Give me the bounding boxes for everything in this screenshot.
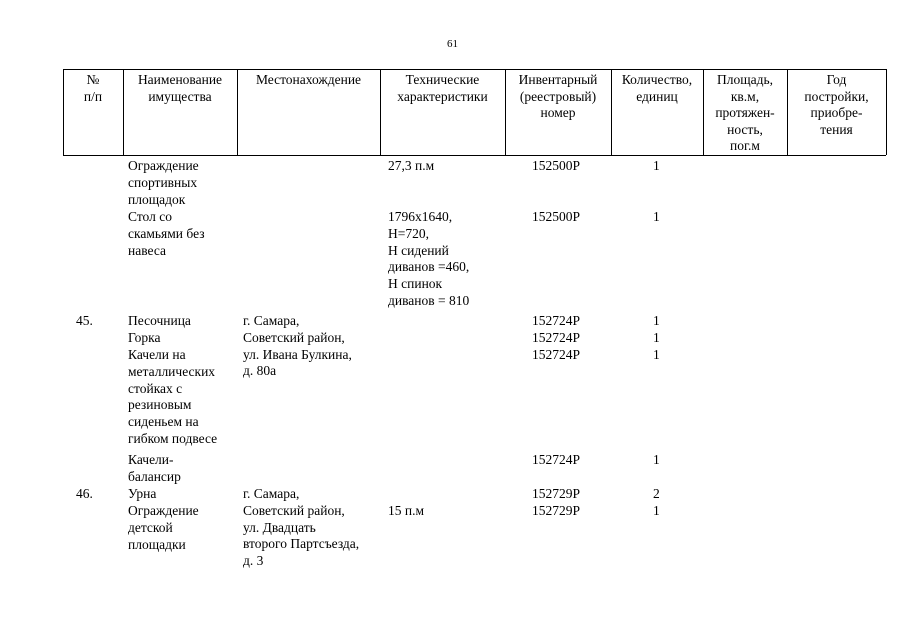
row-inventory: 152500Р [532,209,581,224]
row-inventory: 152729Р [532,503,581,518]
page-number: 61 [447,38,458,50]
header-location: Местонахождение [255,72,362,87]
header-top-border [63,69,886,70]
row-name: Стол со скамьями без навеса [128,209,205,258]
header-col-border [886,69,887,155]
row-name: Песочница [128,313,191,328]
row-name: Ограждение детской площадки [128,503,199,552]
row-quantity: 1 [653,503,660,518]
row-quantity: 1 [653,313,660,328]
header-name: Наименование имущества [137,72,223,104]
row-location: г. Самара, Советский район, ул. Ивана Булкина, д. 80а [243,313,352,379]
row-inventory: 152724Р [532,452,581,467]
header-bottom-border [63,155,886,156]
row-quantity: 1 [653,347,660,362]
header-number: № п/п [83,72,103,104]
row-inventory: 152724Р [532,313,581,328]
row-quantity: 1 [653,330,660,345]
row-location: г. Самара, Советский район, ул. Двадцать второго Партсъезда, д. 3 [243,486,360,569]
header-tech: Технические характеристики [397,72,488,104]
row-number: 46. [76,486,93,501]
row-quantity: 1 [653,209,660,224]
row-tech: 1796х1640, Н=720, Н сидений диванов =460, Н спинок диванов = 810 [388,209,470,308]
header-quantity: Количество, единиц [621,72,693,104]
row-name: Качели- балансир [128,452,181,484]
row-inventory: 152729Р [532,486,581,501]
row-name: Урна [128,486,157,501]
row-name: Ограждение спортивных площадок [128,158,199,207]
header-area: Площадь, кв.м, протяжен- ность, пог.м [715,72,775,154]
header-year: Год постройки, приобре- тения [804,72,869,137]
row-inventory: 152724Р [532,347,581,362]
row-inventory: 152500Р [532,158,581,173]
row-inventory: 152724Р [532,330,581,345]
row-number: 45. [76,313,93,328]
row-name: Качели на металлических стойках с резиновым сиденьем на гибком подвесе [128,347,218,446]
row-quantity: 1 [653,452,660,467]
row-tech: 27,3 п.м [388,158,435,173]
header-inventory: Инвентарный (реестровый) номер [518,72,598,121]
row-tech: 15 п.м [388,503,425,518]
row-name: Горка [128,330,161,345]
row-quantity: 2 [653,486,660,501]
row-quantity: 1 [653,158,660,173]
